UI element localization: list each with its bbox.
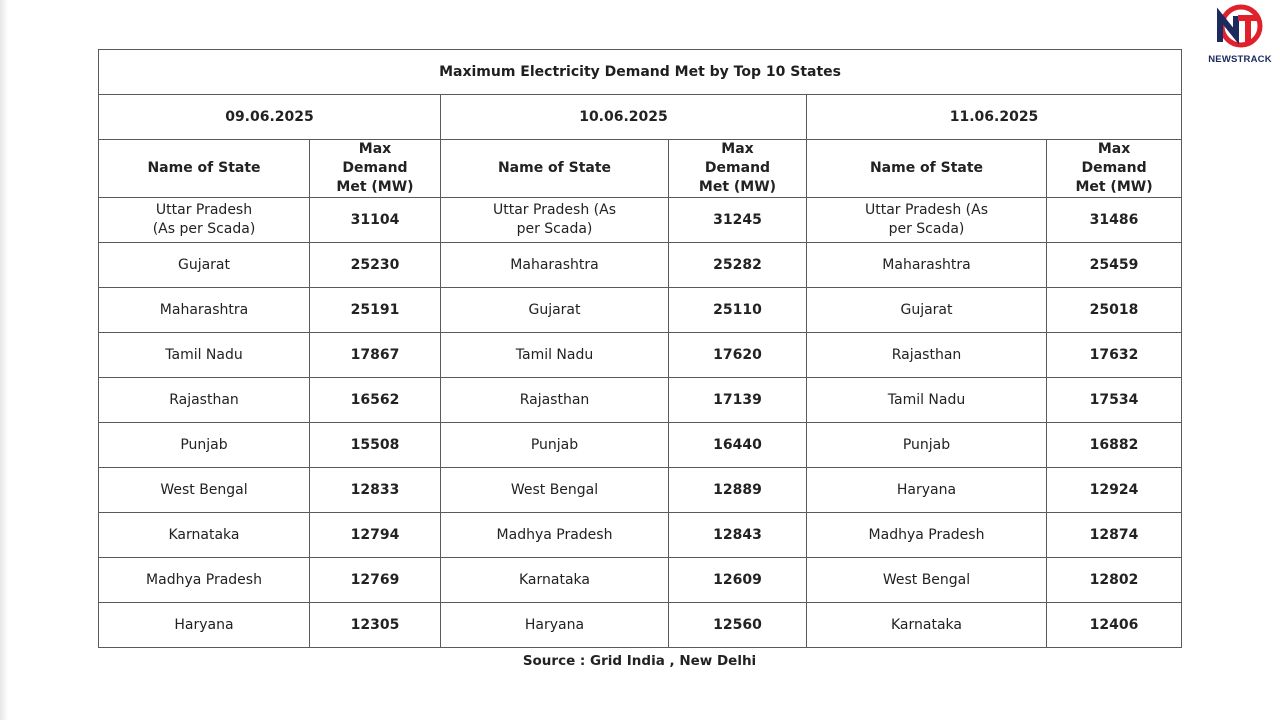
state-name-cell: Rajasthan xyxy=(807,333,1047,378)
demand-value-cell: 17632 xyxy=(1047,333,1182,378)
table-row xyxy=(99,333,1182,378)
state-name-cell: Punjab xyxy=(441,423,669,468)
date-header: 09.06.2025 xyxy=(99,95,441,140)
state-name-cell: Gujarat xyxy=(441,288,669,333)
demand-value-cell: 25282 xyxy=(669,243,807,288)
state-name-cell: Punjab xyxy=(807,423,1047,468)
demand-value-cell: 17534 xyxy=(1047,378,1182,423)
state-name-cell: Madhya Pradesh xyxy=(441,513,669,558)
logo-wordmark: NEWSTRACK xyxy=(1208,54,1272,65)
table-title: Maximum Electricity Demand Met by Top 10 States xyxy=(99,50,1182,95)
demand-table xyxy=(98,49,1182,648)
state-name-cell: Maharashtra xyxy=(441,243,669,288)
date-row xyxy=(99,95,1182,140)
date-header: 11.06.2025 xyxy=(807,95,1182,140)
demand-value-cell: 17867 xyxy=(310,333,441,378)
demand-column-header: Max Demand Met (MW) xyxy=(310,140,441,198)
demand-value-cell: 12769 xyxy=(310,558,441,603)
demand-value-cell: 12794 xyxy=(310,513,441,558)
column-header-row xyxy=(99,140,1182,198)
state-name-cell: West Bengal xyxy=(99,468,310,513)
table-row xyxy=(99,603,1182,648)
state-name-cell: Rajasthan xyxy=(99,378,310,423)
demand-value-cell: 25018 xyxy=(1047,288,1182,333)
demand-value-cell: 12406 xyxy=(1047,603,1182,648)
demand-value-cell: 17139 xyxy=(669,378,807,423)
demand-value-cell: 12802 xyxy=(1047,558,1182,603)
state-name-cell: Maharashtra xyxy=(99,288,310,333)
state-name-cell: Haryana xyxy=(807,468,1047,513)
state-name-cell: Uttar Pradesh (As per Scada) xyxy=(807,198,1047,243)
state-name-cell: Uttar Pradesh (As per Scada) xyxy=(99,198,310,243)
table-row xyxy=(99,558,1182,603)
table-row xyxy=(99,378,1182,423)
demand-value-cell: 15508 xyxy=(310,423,441,468)
date-header: 10.06.2025 xyxy=(441,95,807,140)
source-note: Source : Grid India , New Delhi xyxy=(522,653,757,669)
demand-value-cell: 16440 xyxy=(669,423,807,468)
state-name-cell: West Bengal xyxy=(441,468,669,513)
demand-column-header: Max Demand Met (MW) xyxy=(669,140,807,198)
demand-value-cell: 17620 xyxy=(669,333,807,378)
demand-value-cell: 25110 xyxy=(669,288,807,333)
table-row xyxy=(99,513,1182,558)
state-name-cell: Haryana xyxy=(99,603,310,648)
table-row xyxy=(99,288,1182,333)
state-name-cell: Haryana xyxy=(441,603,669,648)
demand-value-cell: 25191 xyxy=(310,288,441,333)
demand-column-header: Max Demand Met (MW) xyxy=(1047,140,1182,198)
demand-value-cell: 12889 xyxy=(669,468,807,513)
demand-value-cell: 12874 xyxy=(1047,513,1182,558)
state-name-cell: Punjab xyxy=(99,423,310,468)
demand-value-cell: 16562 xyxy=(310,378,441,423)
state-name-cell: Karnataka xyxy=(441,558,669,603)
state-name-cell: Karnataka xyxy=(807,603,1047,648)
demand-value-cell: 16882 xyxy=(1047,423,1182,468)
state-name-cell: Rajasthan xyxy=(441,378,669,423)
state-name-cell: Madhya Pradesh xyxy=(807,513,1047,558)
state-name-cell: Tamil Nadu xyxy=(807,378,1047,423)
state-name-cell: Karnataka xyxy=(99,513,310,558)
demand-value-cell: 31104 xyxy=(310,198,441,243)
table-row xyxy=(99,243,1182,288)
demand-value-cell: 12833 xyxy=(310,468,441,513)
state-column-header: Name of State xyxy=(441,140,669,198)
demand-value-cell: 31486 xyxy=(1047,198,1182,243)
table-row xyxy=(99,468,1182,513)
table-row xyxy=(99,198,1182,243)
demand-value-cell: 12305 xyxy=(310,603,441,648)
demand-value-cell: 31245 xyxy=(669,198,807,243)
table-row xyxy=(99,423,1182,468)
demand-value-cell: 25459 xyxy=(1047,243,1182,288)
state-name-cell: Madhya Pradesh xyxy=(99,558,310,603)
title-row xyxy=(99,50,1182,95)
demand-value-cell: 25230 xyxy=(310,243,441,288)
state-name-cell: Gujarat xyxy=(807,288,1047,333)
state-name-cell: West Bengal xyxy=(807,558,1047,603)
newstrack-logo-icon xyxy=(1208,4,1272,76)
state-name-cell: Uttar Pradesh (As per Scada) xyxy=(441,198,669,243)
demand-value-cell: 12609 xyxy=(669,558,807,603)
state-name-cell: Gujarat xyxy=(99,243,310,288)
demand-value-cell: 12560 xyxy=(669,603,807,648)
state-name-cell: Tamil Nadu xyxy=(99,333,310,378)
page-edge-shadow xyxy=(0,0,8,720)
state-name-cell: Tamil Nadu xyxy=(441,333,669,378)
state-column-header: Name of State xyxy=(807,140,1047,198)
state-name-cell: Maharashtra xyxy=(807,243,1047,288)
state-column-header: Name of State xyxy=(99,140,310,198)
demand-value-cell: 12924 xyxy=(1047,468,1182,513)
demand-value-cell: 12843 xyxy=(669,513,807,558)
